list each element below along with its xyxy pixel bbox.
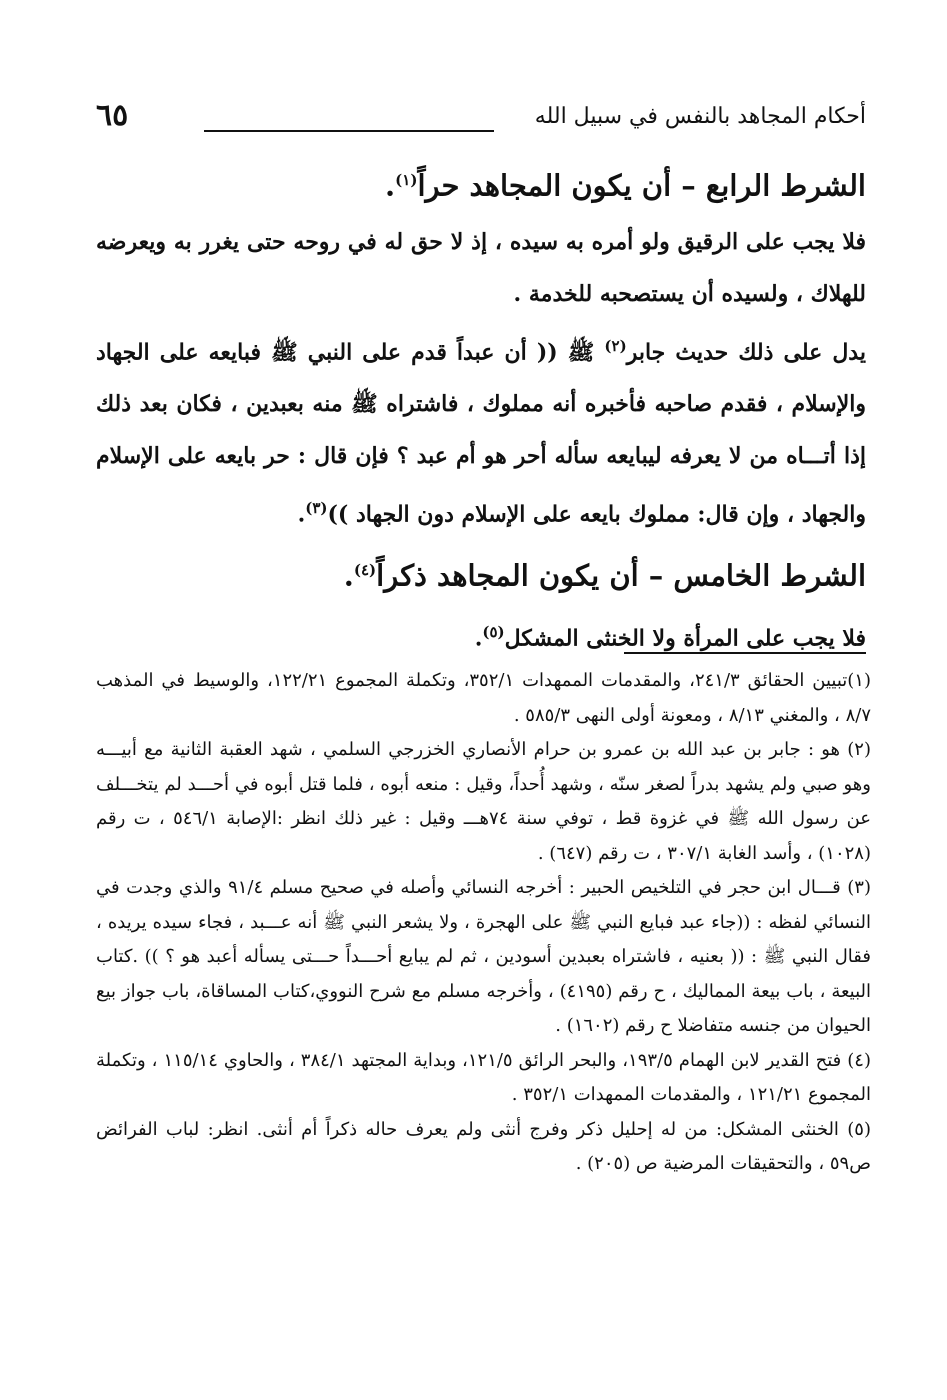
- footnote-4: (٤) فتح القدير لابن الهمام ١٩٣/٥، والبحر الرائق ١٢١/٥، وبداية المجتهد ٣٨٤/١ ، والحاوي ١١٥/١٤ ، وتكملة المجموع ١٢١/٢١ ، والمقدمات الممهدات ٣٥٢/١ .: [96, 1049, 871, 1105]
- footnote-5: (٥) الخنثى المشكل: من له إحليل ذكر وفرج أنثى ولم يعرف حاله ذكراً أم أنثى. انظر: لباب الفرائض ص٥٩ ، والتحقيقات المرضية ص (٢٠٥) .: [96, 1118, 871, 1174]
- main-text: [96, 150, 866, 664]
- footnote-separator: [624, 652, 866, 654]
- condition-five-title: الشرط الخامس – أن يكون المجاهد ذكراً: [376, 558, 866, 593]
- footnotes: [96, 664, 871, 1182]
- condition-five-heading: [96, 540, 866, 606]
- footnote-ref-2: (٢): [604, 336, 627, 355]
- woman-paragraph: [96, 606, 866, 664]
- footnote-1: (١)تبيين الحقائق ٢٤١/٣، والمقدمات الممهدات ٣٥٢/١، وتكملة المجموع ١٢٢/٢١، والوسيط في المذهب ٨/٧ ، والمغني ٨/١٣ ، ومعونة أولى النهى ٥٨٥/٣ .: [96, 670, 871, 726]
- jabir-hadith-paragraph: [96, 320, 866, 541]
- footnote-2: (٢) هو : جابر بن عبد الله بن عمرو بن حرام الأنصاري الخزرجي السلمي ، شهد العقبة الثانية مع أبيـــه وهو صبي ولم يشهد بدراً لصغر سنّه ، وشهد أُحداً، وقيل : منعه أبوه ، فلما قتل أبوه في أحـــد لم يتخـــلف عن رسول الله ﷺ في غزوة قط ، توفي سنة ٧٤هـــ وقيل : غير ذلك انظر :الإصابة ٥٤٦/١ ، ت رقم (١٠٢٨) ، وأسد الغابة ٣٠٧/١ ، ت رقم (٦٤٧) .: [96, 739, 872, 864]
- footnote-ref-5: (٥): [482, 622, 505, 641]
- running-title: أحكام المجاهد بالنفس في سبيل الله: [534, 104, 866, 129]
- condition-four-title: الشرط الرابع – أن يكون المجاهد حراً: [417, 168, 866, 203]
- header-rule: [204, 130, 494, 132]
- hadith-text: ﷺ (( أن عبداً قدم على النبي ﷺ فبايعه على الجهاد والإسلام ، فقدم صاحبه فأخبره أنه مملوك ، فاشتراه ﷺ منه بعبدين ، فكان بعد ذلك إذا أتـــاه من لا يعرفه ليبايعه سأله أحر هو أم عبد ؟ فإن قال : حر بايعه على الإسلام والجهاد ، وإن قال: مملوك بايعه على الإسلام دون الجهاد )): [96, 338, 866, 528]
- footnote-ref-3: (٣): [305, 498, 328, 517]
- footnote-3: (٣) قـــال ابن حجر في التلخيص الحبير : أخرجه النسائي وأصله في صحيح مسلم ٩١/٤ والذي وجدت في النسائي لفظه : ((جاء عبد فبايع النبي ﷺ على الهجرة ، ولا يشعر النبي ﷺ أنه عـــبد ، فجاء سيده يريده ، فقال النبي ﷺ : (( بعنيه ، فاشتراه بعبدين أسودين ، ثم لم يبايع أحـــداً حـــتى يسأله أعبد هو ؟ )) .كتاب البيعة ، باب بيعة المماليك ، ح رقم (٤١٩٥) ، وأخرجه مسلم مع شرح النووي،كتاب المساقاة، باب جواز بيع الحيوان من جنسه متفاضلا ح رقم (١٦٠٢) .: [96, 877, 872, 1036]
- condition-five-end: .: [343, 558, 354, 593]
- hadith-intro: يدل على ذلك حديث جابر: [626, 338, 866, 365]
- hadith-end: .: [297, 501, 306, 528]
- footnote-ref-1: (١): [395, 171, 418, 189]
- page-header: [96, 96, 866, 144]
- slave-paragraph: فلا يجب على الرقيق ولو أمره به سيده ، إذ لا حق له في روحه حتى يغرر به ويعرضه للهلاك ، ولسيده أن يستصحبه للخدمة .: [96, 228, 866, 307]
- page-number: ٦٥: [96, 98, 129, 133]
- condition-four-heading: الشرط الرابع – أن يكون المجاهد حراً$^{(١)}$.: [385, 168, 866, 203]
- woman-text: فلا يجب على المرأة ولا الخنثى المشكل: [504, 625, 866, 652]
- footnote-ref-4: (٤): [353, 561, 377, 580]
- woman-end: .: [474, 625, 483, 652]
